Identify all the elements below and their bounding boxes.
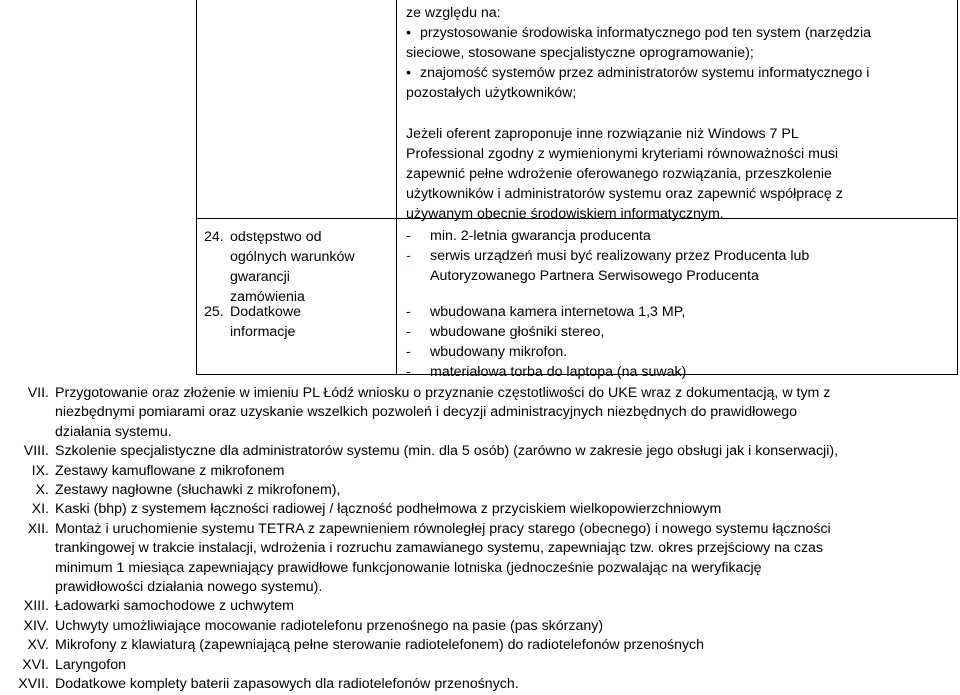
list-item: - materiałowa torba do laptopa (na suwak) bbox=[406, 364, 687, 380]
table-border-right bbox=[957, 0, 958, 375]
intro-text: ze względu na: bbox=[406, 5, 501, 21]
warranty-list bbox=[406, 226, 951, 286]
table-border-left bbox=[196, 0, 197, 375]
list-item-ix: IX. Zestawy kamuflowane z mikrofonem bbox=[31, 462, 285, 479]
list-item: - wbudowana kamera internetowa 1,3 MP, bbox=[406, 304, 686, 320]
list-item-x: X. Zestawy nagłowne (słuchawki z mikrofonem), bbox=[35, 482, 341, 499]
list-item-xi: XI. Kaski (bhp) z systemem łączności radiowej / łączność podhełmowa z przyciskiem wielkopowierzchniowym bbox=[31, 501, 722, 518]
list-item-xvii: XVII. Dodatkowe komplety baterii zapasowych dla radiotelefonów przenośnych. bbox=[18, 676, 519, 693]
list-item-viii: VIII. Szkolenie specjalistyczne dla administratorów systemu (min. dla 5 osób) (zarówno w zakresie jego obsługi jak i konserwacji), bbox=[23, 443, 839, 460]
bullet-item: • przystosowanie środowiska informatycznego pod ten system (narzędzia sieciowe, stosowane specjalistyczne oprogramowanie); bbox=[406, 25, 872, 61]
list-item: - wbudowany mikrofon. bbox=[406, 344, 568, 360]
list-item-xiii: XIII. Ładowarki samochodowe z uchwytem bbox=[23, 598, 294, 615]
list-item: - serwis urządzeń musi być realizowany przez Producenta lub Autoryzowanego Partnera Serwisowego Producenta bbox=[406, 248, 810, 284]
requirement-cell bbox=[406, 3, 951, 224]
equivalence-paragraph: Jeżeli oferent zaproponuje inne rozwiązanie niż Windows 7 PL Professional zgodny z wymienionymi kryteriami równoważności musi zapewnić pełne wdrożenie oferowanego rozwiązania, przeszkolenie użytkowników i administratorów systemu oraz zapewnić współpracę z używanym obecnie środowiskiem informatycznym. bbox=[406, 126, 843, 222]
list-item-xv: XV. Mikrofony z klawiaturą (zapewniającą pełne sterowanie radiotelefonem) do radiotelefonów przenośnych bbox=[27, 637, 705, 654]
list-item-xii: XII. Montaż i uruchomienie systemu TETRA z zapewnieniem równoległej pracy starego (obecnego) i nowego systemu łączności trankingowej w trakcie instalacji, wdrożenia i rozruchu zamawianego systemu, zapewniając tzw. okres przejściowy na czas minimum 1 miesiąca zapewniający prawidłowe funkcjonowanie lotniska (jednocześnie pozwalając na weryfikację prawidłowości działania nowego systemu). bbox=[27, 520, 831, 596]
list-item: - min. 2-letnia gwarancja producenta bbox=[406, 228, 651, 244]
list-item: - wbudowane głośniki stereo, bbox=[406, 324, 605, 340]
roman-numbered-list bbox=[0, 384, 960, 695]
list-item-xvi: XVI. Laryngofon bbox=[22, 656, 126, 673]
row-24-label: 24. odstępstwo od ogólnych warunków gwarancji zamówienia bbox=[204, 229, 355, 305]
list-item-vii: VII. Przygotowanie oraz złożenie w imieniu PL Łódź wniosku o przyznanie częstotliwości do UKE wraz z dokumentacją, w tym z niezbędnymi pomiarami oraz uzyskanie wszelkich pozwoleń i decyzji administracyjnych niezbędnych do prawidłowego działania systemu. bbox=[27, 385, 831, 440]
bullet-item: • znajomość systemów przez administratorów systemu informatycznego i pozostałych użytkowników; bbox=[406, 65, 870, 101]
spec-table bbox=[196, 0, 958, 380]
bullet-icon: • bbox=[406, 65, 411, 81]
table-column-divider bbox=[396, 0, 397, 375]
row-25-label: 25. Dodatkowe informacje bbox=[204, 304, 301, 340]
additional-info-list bbox=[406, 302, 951, 382]
bullet-icon: • bbox=[406, 25, 411, 41]
list-item-xiv: XIV. Uchwyty umożliwiające mocowanie radiotelefonu przenośnego na pasie (pas skórzany) bbox=[23, 617, 604, 634]
